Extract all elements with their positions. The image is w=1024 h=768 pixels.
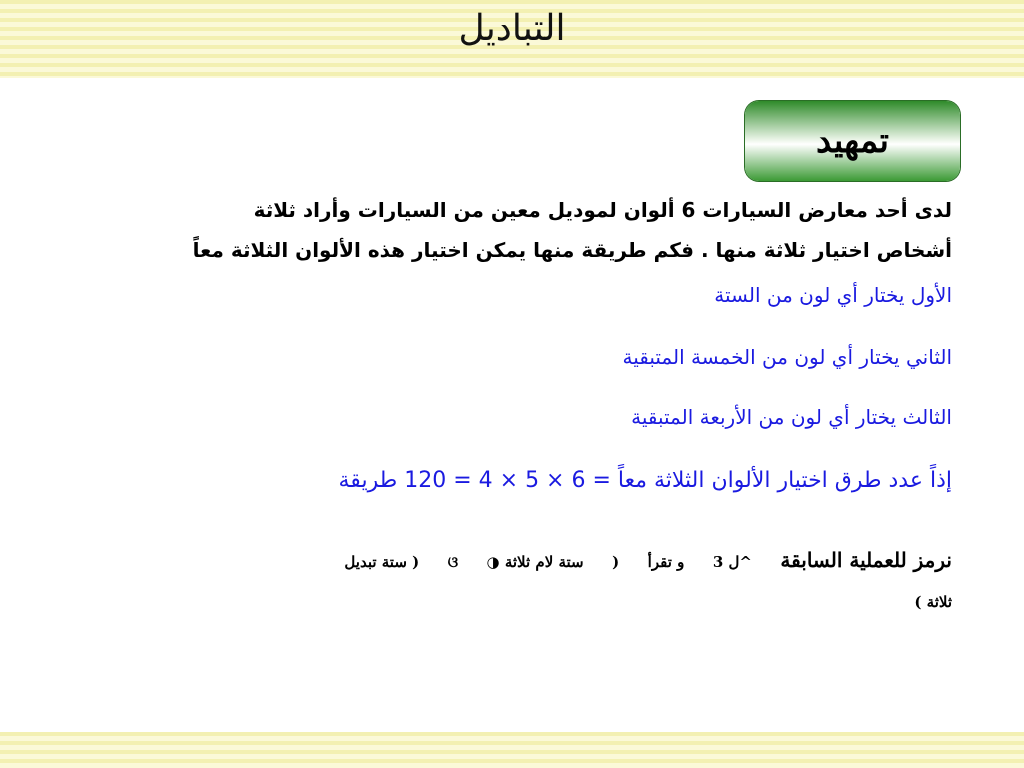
step-second: الثاني يختار أي لون من الخمسة المتبقية bbox=[622, 345, 952, 369]
problem-statement bbox=[72, 190, 952, 270]
notation-reading-2-cont: ثلاثة ) bbox=[914, 593, 952, 611]
problem-line-1: لدى أحد معارض السيارات 6 ألوان لموديل معين من السيارات وأراد ثلاثة bbox=[253, 198, 952, 222]
notation-paragraph bbox=[72, 540, 952, 622]
notation-reads: و تقرأ bbox=[647, 553, 685, 571]
slide-title: التباديل bbox=[458, 8, 566, 49]
footer-band bbox=[0, 732, 1024, 768]
notation-reading-1: ستة لام ثلاثة bbox=[504, 553, 584, 571]
notation-symbol: ^ل 3 bbox=[712, 553, 752, 571]
step-result: إذاً عدد طرق اختيار الألوان الثلاثة معاً = 6 × 5 × 4 = 120 طريقة bbox=[338, 468, 952, 493]
swash-glyph-icon: ଓ bbox=[447, 553, 459, 571]
notation-lead: نرمز للعملية السابقة bbox=[780, 548, 952, 572]
step-third: الثالث يختار أي لون من الأربعة المتبقية bbox=[631, 405, 952, 429]
notation-paren-1: ( bbox=[612, 553, 620, 571]
notation-reading-2: ستة تبديل bbox=[344, 553, 407, 571]
section-badge bbox=[745, 101, 960, 181]
half-circle-icon: ◑ bbox=[486, 553, 500, 571]
problem-line-2: أشخاص اختيار ثلاثة منها . فكم طريقة منها يمكن اختيار هذه الألوان الثلاثة معاً bbox=[192, 238, 952, 262]
step-first: الأول يختار أي لون من الستة bbox=[714, 283, 952, 307]
notation-paren-2: ( bbox=[412, 553, 420, 571]
section-badge-label: تمهيد bbox=[816, 121, 889, 161]
